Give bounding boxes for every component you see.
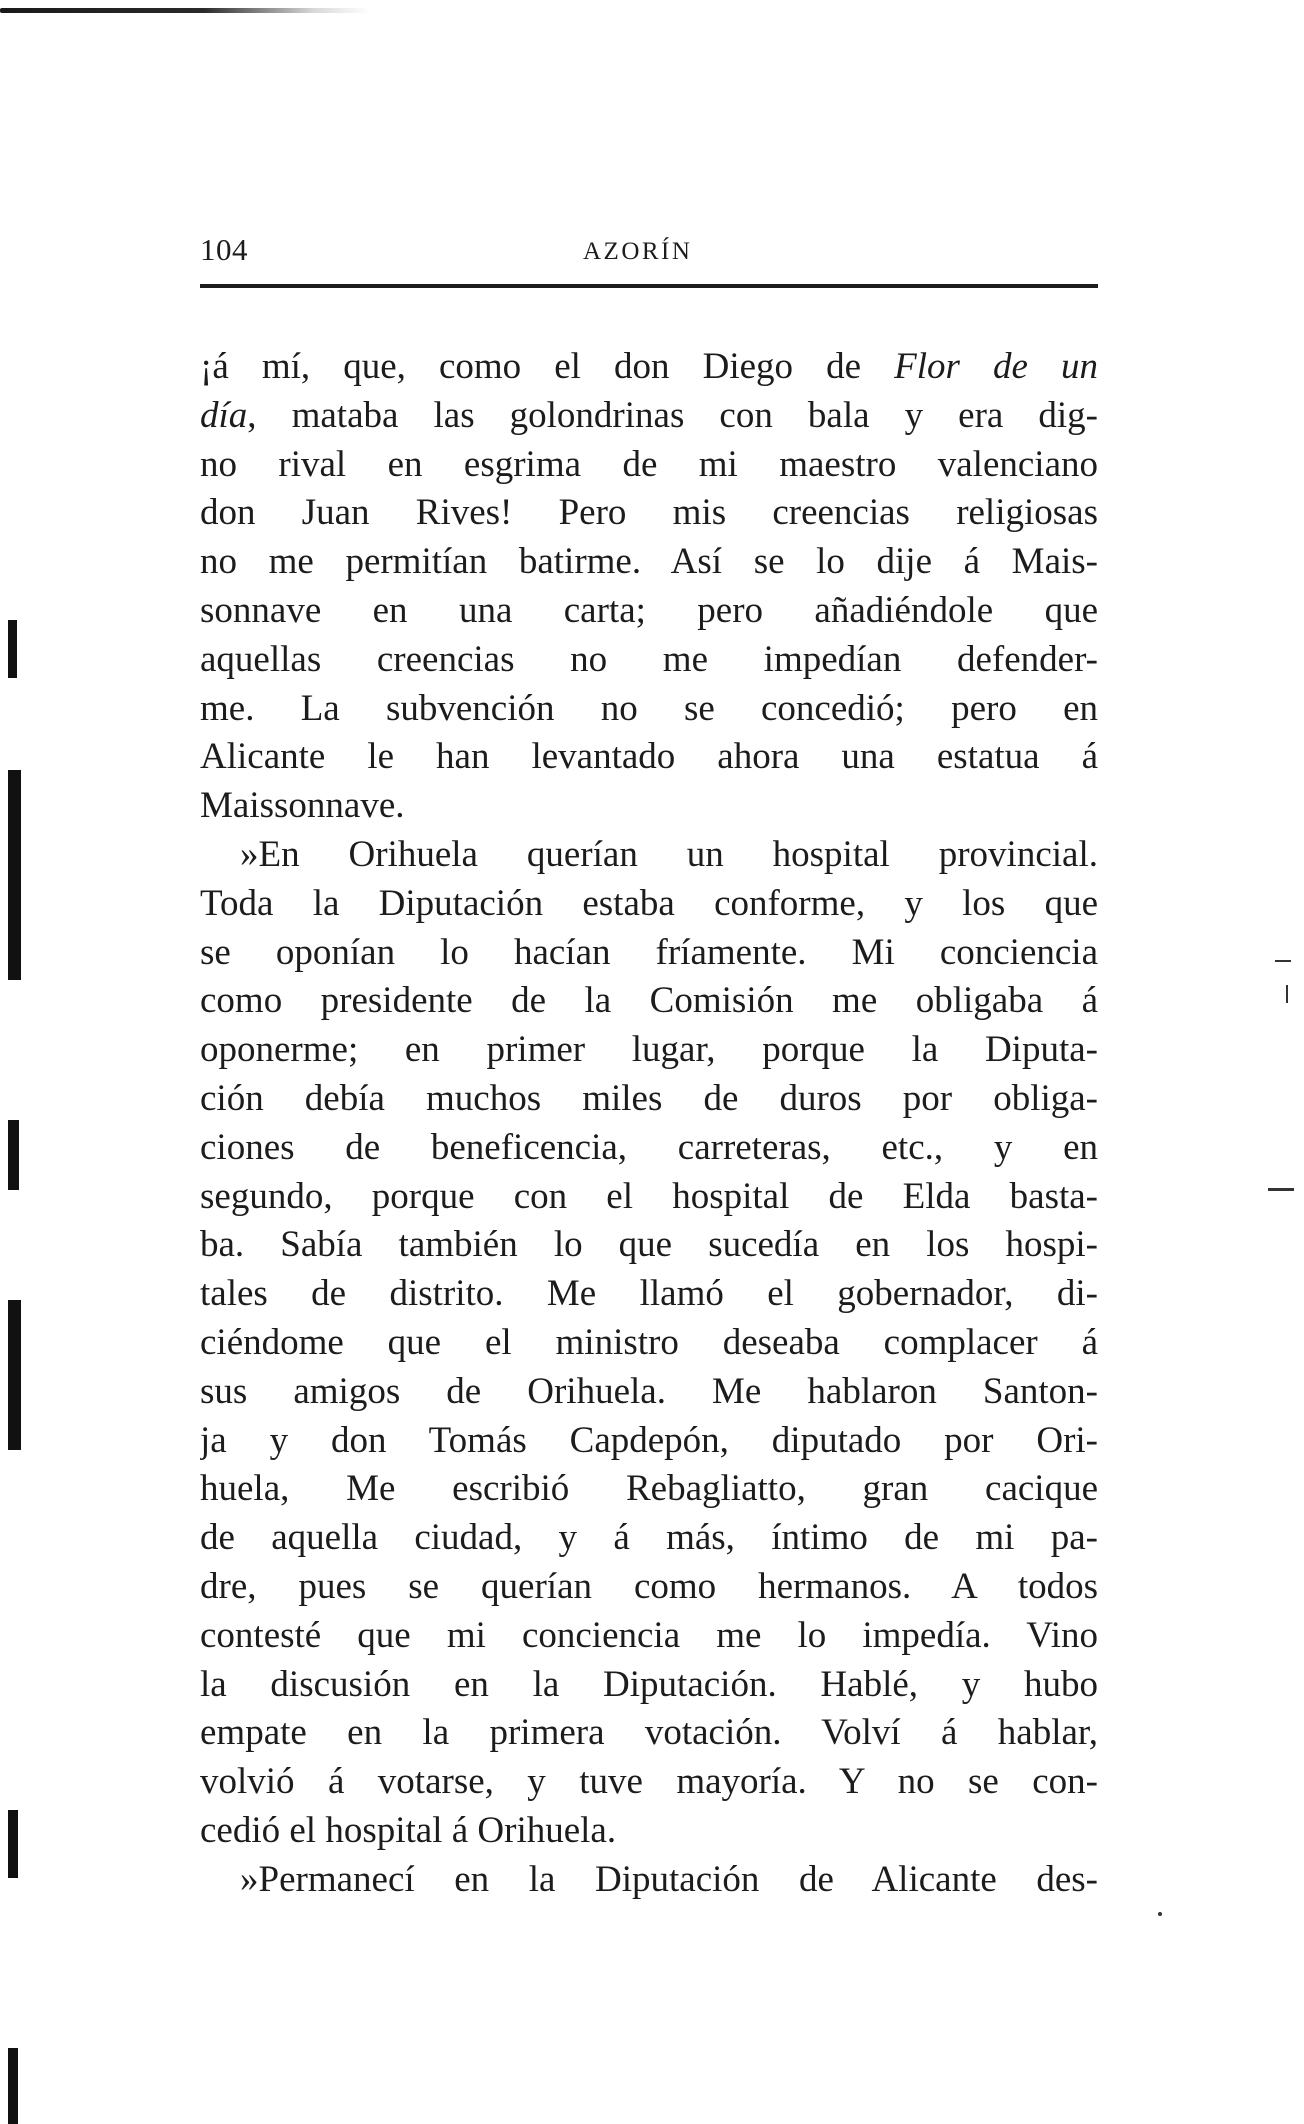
text-line: dre, pues se querían como hermanos. A todos: [200, 1565, 1098, 1607]
scan-binding-mark: [8, 770, 21, 980]
running-head: [200, 232, 1098, 272]
text-line: de aquella ciudad, y á más, íntimo de mi pa-: [200, 1517, 1098, 1559]
text-line: ción debía muchos miles de duros por obliga-: [200, 1077, 1098, 1119]
page-number: 104: [200, 232, 248, 267]
text-line: ba. Sabía también lo que sucedía en los hospi-: [200, 1224, 1098, 1266]
scan-binding-mark: [8, 1300, 21, 1450]
scan-binding-mark: [8, 1120, 19, 1190]
text-line: se oponían lo hacían fríamente. Mi conciencia: [200, 931, 1098, 973]
text-line: ciéndome que el ministro deseaba complacer á: [200, 1321, 1098, 1363]
scan-binding-mark: [8, 620, 17, 678]
text-line: Alicante le han levantado ahora una estatua á: [200, 736, 1098, 778]
text-line: aquellas creencias no me impedían defender-: [200, 638, 1098, 680]
text-line: segundo, porque con el hospital de Elda basta-: [200, 1175, 1098, 1217]
text-line: sonnave en una carta; pero añadiéndole que: [200, 589, 1098, 631]
text-span: ¡á mí, que, como el don Diego de: [200, 346, 895, 387]
italic-title: Flor de un: [894, 346, 1098, 387]
text-line: ja y don Tomás Capdepón, diputado por Ori-: [200, 1419, 1098, 1461]
text-line: »En Orihuela querían un hospital provincial.: [240, 833, 1098, 875]
body-text: [200, 343, 1098, 1905]
text-line: cedió el hospital á Orihuela.: [200, 1809, 617, 1851]
text-line: sus amigos de Orihuela. Me hablaron Santon-: [200, 1370, 1098, 1412]
text-line: oponerme; en primer lugar, porque la Diputa-: [200, 1029, 1098, 1071]
text-line: contesté que mi conciencia me lo impedía. Vino: [200, 1614, 1098, 1656]
text-line: don Juan Rives! Pero mis creencias religiosas: [200, 492, 1098, 534]
text-line: tales de distrito. Me llamó el gobernador, di-: [200, 1273, 1098, 1315]
running-title-author: AZORÍN: [583, 238, 693, 265]
text-line: [200, 343, 1098, 392]
text-span: , mataba las golondrinas con bala y era dig-: [247, 394, 1098, 436]
text-line: me. La subvención no se concedió; pero en: [200, 687, 1098, 729]
text-line: empate en la primera votación. Volví á hablar,: [200, 1712, 1098, 1754]
text-line: [200, 392, 1098, 441]
scan-speck: [1275, 960, 1291, 962]
text-line: »Permanecí en la Diputación de Alicante des-: [240, 1858, 1098, 1900]
text-line: huela, Me escribió Rebagliatto, gran cacique: [200, 1468, 1098, 1510]
scan-speck: [1268, 1188, 1294, 1191]
scan-speck: [1286, 985, 1288, 1003]
text-line: no me permitían batirme. Así se lo dije á Mais-: [200, 541, 1098, 583]
text-line: como presidente de la Comisión me obligaba á: [200, 980, 1098, 1022]
text-line: volvió á votarse, y tuve mayoría. Y no se con-: [200, 1761, 1098, 1803]
scan-edge-shadow: [0, 8, 370, 13]
text-line: Toda la Diputación estaba conforme, y los que: [200, 882, 1098, 924]
scan-binding-mark: [8, 1810, 18, 1878]
text-line: ciones de beneficencia, carreteras, etc., y en: [200, 1126, 1098, 1168]
scan-binding-mark: [8, 2048, 18, 2124]
text-line: no rival en esgrima de mi maestro valenciano: [200, 443, 1098, 485]
italic-title: día: [200, 394, 248, 436]
header-rule: [200, 284, 1098, 288]
text-line: la discusión en la Diputación. Hablé, y hubo: [200, 1663, 1098, 1705]
scan-speck: [1158, 1912, 1162, 1916]
text-line: Maissonnave.: [200, 785, 405, 827]
